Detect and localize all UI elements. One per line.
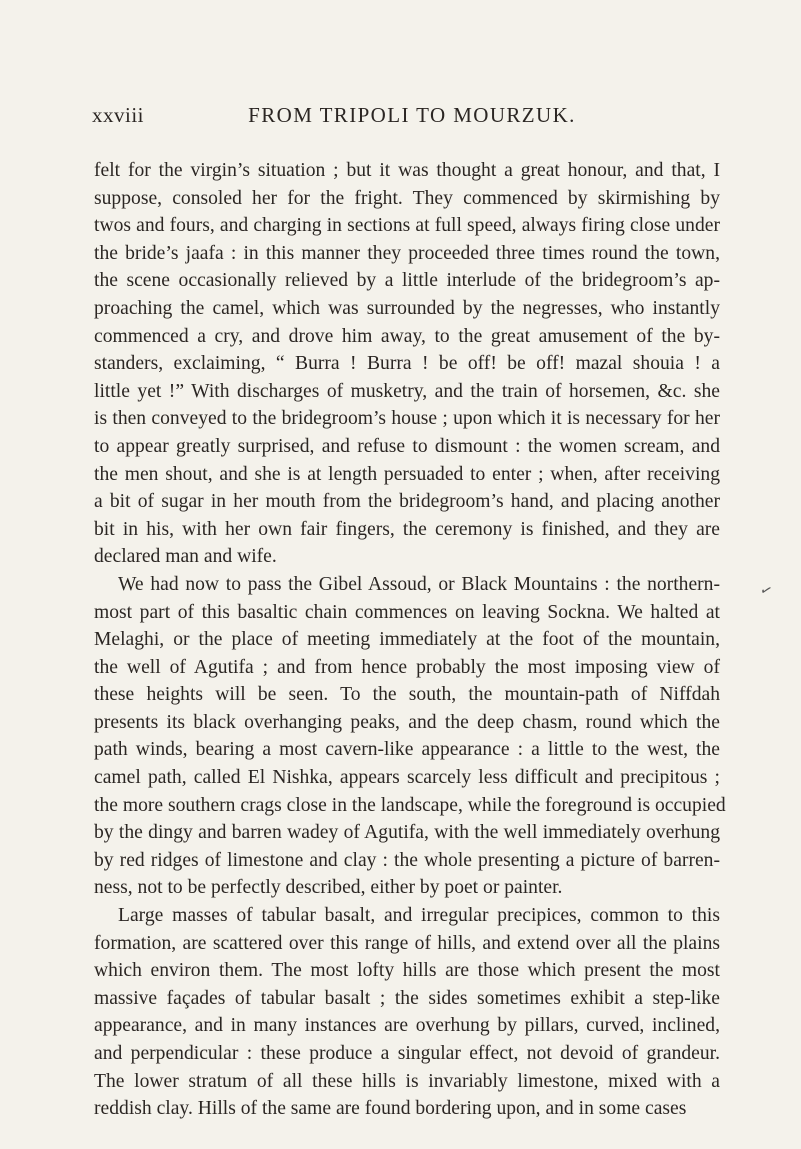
text-line: camel path, called El Nishka, appears scarcely less difficult and precipitous ;	[94, 767, 720, 789]
text-line: the men shout, and she is at length persuaded to enter ; when, after receiving	[94, 463, 720, 485]
text-line: suppose, consoled her for the fright. They commenced by skirmishing by	[94, 187, 720, 209]
margin-mark: ✓	[757, 582, 774, 601]
text-line: twos and fours, and charging in sections at full speed, always firing close under	[94, 215, 720, 237]
text-line: Large masses of tabular basalt, and irregular precipices, common to this	[118, 905, 720, 927]
text-line: We had now to pass the Gibel Assoud, or Black Mountains : the northern-	[118, 573, 720, 595]
text-line: formation, are scattered over this range of hills, and extend over all the plains	[94, 932, 720, 954]
text-line: the scene occasionally relieved by a little interlude of the bridegroom’s ap-	[94, 270, 720, 292]
text-line: commenced a cry, and drove him away, to the great amusement of the by-	[94, 325, 720, 347]
text-line: is then conveyed to the bridegroom’s house ; upon which it is necessary for her	[94, 408, 720, 430]
text-line: appearance, and in many instances are overhung by pillars, curved, inclined,	[94, 1015, 720, 1037]
text-line: which environ them. The most lofty hills are those which present the most	[94, 960, 720, 982]
text-line: ness, not to be perfectly described, either by poet or painter.	[94, 877, 563, 899]
page-header	[92, 103, 722, 137]
text-line: and perpendicular : these produce a singular effect, not devoid of grandeur.	[94, 1043, 720, 1064]
text-line: a bit of sugar in her mouth from the bridegroom’s hand, and placing another	[94, 491, 720, 513]
text-line: declared man and wife.	[94, 546, 277, 568]
text-line: The lower stratum of all these hills is invariably limestone, mixed with a	[94, 1070, 720, 1092]
text-line: the well of Agutifa ; and from hence probably the most imposing view of	[94, 656, 720, 678]
page-number: xxviii	[92, 103, 145, 127]
text-line: the bride’s jaafa : in this manner they proceeded three times round the town,	[94, 242, 720, 264]
text-line: little yet !” With discharges of musketry, and the train of horsemen, &c. she	[94, 380, 720, 402]
text-line: reddish clay. Hills of the same are found bordering upon, and in some cases	[94, 1098, 687, 1120]
running-head: FROM TRIPOLI TO MOURZUK.	[248, 103, 576, 127]
text-line: Melaghi, or the place of meeting immediately at the foot of the mountain,	[94, 629, 720, 651]
text-line: massive façades of tabular basalt ; the sides sometimes exhibit a step-like	[94, 987, 720, 1009]
text-line: most part of this basaltic chain commences on leaving Sockna. We halted at	[94, 601, 720, 623]
text-line: by red ridges of limestone and clay : the whole presenting a picture of barren-	[94, 849, 720, 871]
text-line: presents its black overhanging peaks, and the deep chasm, round which the	[94, 711, 720, 733]
text-line: path winds, bearing a most cavern-like appearance : a little to the west, the	[94, 739, 720, 761]
text-line: these heights will be seen. To the south, the mountain-path of Niffdah	[94, 684, 720, 706]
text-line: the more southern crags close in the landscape, while the foreground is occupied	[94, 794, 726, 816]
text-line: proaching the camel, which was surrounded by the negresses, who instantly	[94, 297, 720, 319]
text-line: standers, exclaiming, “ Burra ! Burra ! be off! be off! mazal shouia ! a	[94, 353, 720, 375]
text-line: by the dingy and barren wadey of Agutifa, with the well immediately overhung	[94, 822, 720, 844]
body-text	[94, 157, 726, 1123]
text-line: bit in his, with her own fair fingers, the ceremony is finished, and they are	[94, 518, 720, 540]
text-line: felt for the virgin’s situation ; but it was thought a great honour, and that, I	[94, 160, 720, 181]
text-line: to appear greatly surprised, and refuse to dismount : the women scream, and	[94, 435, 720, 457]
